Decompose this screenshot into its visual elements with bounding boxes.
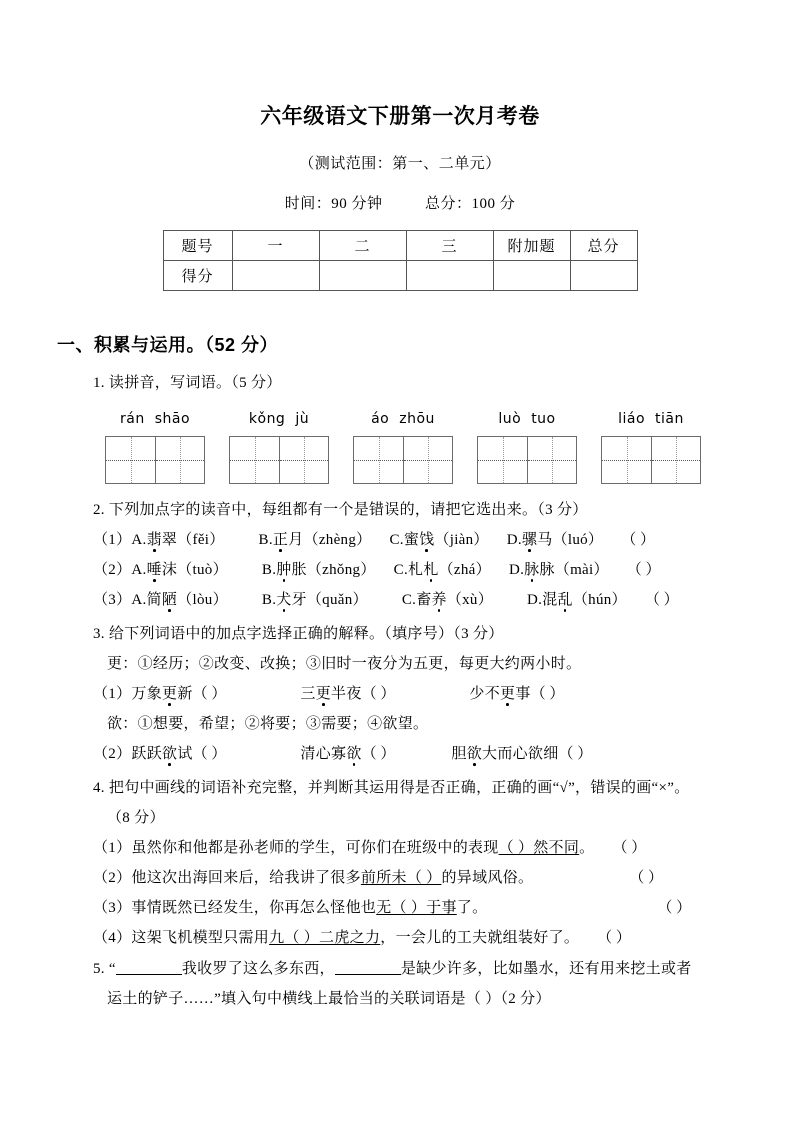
sentence-pre: 他这次出海回来后，给我讲了很多 bbox=[131, 870, 361, 886]
underlined-blank-phrase[interactable]: （ ）然不同 bbox=[498, 840, 580, 856]
emphasis-dot-char: 肿 bbox=[276, 562, 292, 578]
option-d[interactable] bbox=[507, 533, 603, 548]
option-c[interactable] bbox=[394, 563, 491, 578]
judgement-blank[interactable]: （ ） bbox=[612, 840, 647, 856]
emphasis-dot-char: 养 bbox=[431, 592, 447, 608]
idiom-item-2 bbox=[300, 687, 395, 702]
idiom-pre: 少不 bbox=[469, 686, 501, 702]
emphasis-dot-char: 骡 bbox=[521, 532, 538, 548]
tianzige-grid[interactable] bbox=[229, 436, 329, 484]
writing-grid-slot-4 bbox=[465, 436, 589, 484]
total-points-label: 总分：100 分 bbox=[425, 196, 516, 212]
answer-blank[interactable]: （ ） bbox=[192, 746, 227, 762]
option-d[interactable] bbox=[509, 563, 609, 578]
option-a[interactable] bbox=[131, 593, 227, 608]
question-3-gloss-2: 欲：①想要，希望；②将要；③需要；④欲望。 bbox=[107, 716, 429, 732]
underlined-blank-phrase[interactable]: 九（ ）二虎之力 bbox=[269, 930, 381, 946]
option-b[interactable] bbox=[262, 593, 368, 608]
option-word-post: 沫 bbox=[161, 562, 178, 578]
tianzige-grid[interactable] bbox=[477, 436, 577, 484]
option-pinyin: （quǎn） bbox=[306, 592, 368, 608]
sub-label: （2） bbox=[93, 870, 132, 886]
tianzige-cell[interactable] bbox=[403, 437, 452, 483]
pinyin-syllable: luò bbox=[498, 411, 522, 427]
pinyin-group-2 bbox=[217, 411, 341, 427]
tianzige-cell[interactable] bbox=[602, 437, 651, 483]
option-pinyin: （zhá） bbox=[438, 562, 491, 578]
option-word-pre: 札 bbox=[408, 562, 424, 578]
question-4-row-2 bbox=[55, 856, 745, 886]
sentence-post: 的异域风俗。 bbox=[441, 870, 534, 886]
answer-blank[interactable]: （ ） bbox=[621, 532, 655, 548]
question-1-stem: 1. 读拼音，写词语。（5 分） bbox=[93, 375, 282, 391]
option-b[interactable] bbox=[262, 563, 376, 578]
idiom-pre: 跃跃 bbox=[131, 746, 163, 762]
option-a[interactable] bbox=[131, 533, 224, 548]
emphasis-dot-char: 脉 bbox=[524, 562, 540, 578]
option-letter: D. bbox=[527, 592, 543, 608]
option-word-post: 脉 bbox=[539, 562, 555, 578]
sentence-pre: 这架飞机模型只需用 bbox=[131, 930, 270, 946]
option-letter: D. bbox=[508, 562, 525, 578]
exam-meta bbox=[55, 173, 745, 213]
option-pinyin: （luó） bbox=[552, 532, 604, 548]
idiom-pre: 万象 bbox=[131, 686, 163, 702]
emphasis-dot-char: 欲 bbox=[346, 746, 362, 762]
option-word-pre: 畜 bbox=[416, 592, 432, 608]
question-3-row-1 bbox=[55, 672, 745, 702]
tianzige-cell[interactable] bbox=[651, 437, 700, 483]
emphasis-dot-char: 犬 bbox=[276, 592, 292, 608]
idiom-pre: 胆 bbox=[451, 746, 467, 762]
question-5-text-a: 我收罗了这么多东西， bbox=[181, 961, 335, 977]
answer-blank[interactable]: （ ） bbox=[361, 746, 396, 762]
question-1-pinyin-row bbox=[55, 391, 745, 427]
page-title: 六年级语文下册第一次月考卷 bbox=[260, 105, 540, 128]
pinyin-group-5 bbox=[589, 411, 713, 427]
writing-grid-slot-5 bbox=[589, 436, 713, 484]
sub-label: （2） bbox=[93, 562, 132, 578]
pinyin-syllable: zhōu bbox=[399, 411, 435, 427]
question-2-stem: 2. 下列加点字的读音中，每组都有一个是错误的，请把它选出来。（3 分） bbox=[93, 502, 588, 518]
question-2-row-3 bbox=[55, 578, 745, 608]
emphasis-dot-char: 欲 bbox=[466, 746, 483, 762]
question-4-stem-points: （8 分） bbox=[107, 810, 165, 826]
option-pinyin: （jiàn） bbox=[434, 532, 489, 548]
emphasis-dot-char: 饯 bbox=[419, 532, 435, 548]
question-4-row-1 bbox=[55, 826, 745, 856]
sentence-post: ，一会儿的工夫就组装好了。 bbox=[380, 930, 580, 946]
fill-blank-rule[interactable] bbox=[116, 974, 182, 975]
option-pinyin: （fěi） bbox=[177, 532, 225, 548]
emphasis-dot-char: 翡 bbox=[146, 532, 162, 548]
pinyin-syllable: áo bbox=[371, 411, 390, 427]
tianzige-grid[interactable] bbox=[353, 436, 453, 484]
score-col-header-total: 总分 bbox=[570, 231, 637, 261]
option-letter: C. bbox=[401, 592, 417, 608]
tianzige-cell[interactable] bbox=[106, 437, 155, 483]
score-cell-total[interactable] bbox=[570, 261, 637, 291]
tianzige-cell[interactable] bbox=[354, 437, 403, 483]
judgement-blank[interactable]: （ ） bbox=[657, 900, 692, 916]
score-col-header-1: 一 bbox=[232, 231, 319, 261]
sentence-pre: 虽然你和他都是孙老师的学生，可你们在班级中的表现 bbox=[131, 840, 499, 856]
option-word-pre: 简 bbox=[146, 592, 162, 608]
option-word-pre: 蜜 bbox=[403, 532, 420, 548]
sub-label: （2） bbox=[93, 746, 132, 762]
idiom-pre: 清心寡 bbox=[300, 746, 347, 762]
table-row-scores bbox=[163, 261, 637, 291]
question-1-writing-grid-row bbox=[55, 427, 745, 484]
option-word-post: 牙 bbox=[291, 592, 307, 608]
option-letter: C. bbox=[393, 562, 408, 578]
answer-blank[interactable]: （ ） bbox=[530, 686, 565, 702]
row-label-question-number: 题号 bbox=[163, 231, 232, 261]
option-letter: B. bbox=[258, 532, 273, 548]
pinyin-syllable: rán bbox=[119, 411, 145, 427]
sub-label: （4） bbox=[93, 930, 132, 946]
tianzige-cell[interactable] bbox=[279, 437, 328, 483]
sub-label: （3） bbox=[93, 592, 132, 608]
emphasis-dot-char: 正 bbox=[272, 532, 289, 548]
idiom-pre: 三 bbox=[300, 686, 316, 702]
score-cell-extra[interactable] bbox=[493, 261, 570, 291]
emphasis-dot-char: 更 bbox=[500, 686, 516, 702]
sub-label: （1） bbox=[93, 532, 132, 548]
score-col-header-extra: 附加题 bbox=[493, 231, 570, 261]
question-4-stem: 4. 把句中画线的词语补充完整，并判断其运用得是否正确，正确的画“√”，错误的画“×”。 bbox=[93, 780, 690, 796]
idiom-item-1 bbox=[131, 687, 226, 702]
emphasis-dot-char: 欲 bbox=[162, 746, 178, 762]
score-cell-3[interactable] bbox=[406, 261, 493, 291]
emphasis-dot-char: 乱 bbox=[557, 592, 573, 608]
score-cell-1[interactable] bbox=[232, 261, 319, 291]
option-pinyin: （hún） bbox=[572, 592, 627, 608]
tianzige-cell[interactable] bbox=[527, 437, 576, 483]
score-table-container bbox=[55, 213, 745, 291]
option-pinyin: （zhǒng） bbox=[306, 562, 376, 578]
pinyin-group-3 bbox=[341, 411, 465, 427]
underlined-blank-phrase[interactable]: 前所未（ ） bbox=[360, 870, 442, 886]
test-scope-subtitle: （测试范围：第一、二单元） bbox=[299, 156, 501, 172]
emphasis-dot-char: 更 bbox=[315, 686, 332, 702]
writing-grid-slot-1 bbox=[93, 436, 217, 484]
sentence-pre: 事情既然已经发生，你再怎么怪他也 bbox=[131, 900, 377, 916]
score-cell-2[interactable] bbox=[319, 261, 406, 291]
question-5-quote-open: 5. “ bbox=[93, 961, 116, 977]
option-letter: A. bbox=[131, 532, 147, 548]
writing-grid-slot-2 bbox=[217, 436, 341, 484]
tianzige-cell[interactable] bbox=[478, 437, 527, 483]
option-letter: A. bbox=[131, 562, 147, 578]
idiom-post: 事 bbox=[515, 686, 531, 702]
question-4-row-4 bbox=[55, 916, 745, 946]
option-c[interactable] bbox=[402, 593, 493, 608]
answer-blank[interactable]: （ ） bbox=[361, 686, 396, 702]
emphasis-dot-char: 更 bbox=[162, 686, 178, 702]
answer-blank[interactable]: （ ） bbox=[644, 592, 679, 608]
tianzige-grid[interactable] bbox=[601, 436, 701, 484]
option-c[interactable] bbox=[389, 533, 488, 548]
sentence-post: 。 bbox=[579, 840, 595, 856]
judgement-blank[interactable]: （ ） bbox=[597, 930, 631, 946]
option-word-pre: 混 bbox=[542, 592, 558, 608]
option-letter: B. bbox=[261, 592, 277, 608]
idiom-item-1 bbox=[131, 747, 226, 762]
question-5-line-2: 运土的铲子……”填入句中横线上最恰当的关联词语是（ ）（2 分） bbox=[107, 991, 551, 1007]
pinyin-syllable: shāo bbox=[154, 411, 191, 427]
option-b[interactable] bbox=[259, 533, 372, 548]
tianzige-cell[interactable] bbox=[155, 437, 204, 483]
question-3-stem: 3. 给下列词语中的加点字选择正确的解释。（填序号）（3 分） bbox=[93, 626, 504, 642]
answer-blank[interactable]: （ ） bbox=[192, 686, 227, 702]
fill-blank-rule[interactable] bbox=[335, 974, 401, 975]
pinyin-group-4 bbox=[465, 411, 589, 427]
option-pinyin: （tuò） bbox=[177, 562, 228, 578]
writing-grid-slot-3 bbox=[341, 436, 465, 484]
row-label-score: 得分 bbox=[163, 261, 232, 291]
score-table bbox=[163, 230, 638, 291]
idiom-item-3 bbox=[469, 687, 564, 702]
idiom-post: 半夜 bbox=[331, 686, 362, 702]
option-pinyin: （xù） bbox=[446, 592, 494, 608]
pinyin-syllable: tiān bbox=[655, 411, 684, 427]
sub-label: （1） bbox=[93, 840, 132, 856]
option-word-post: 马 bbox=[537, 532, 553, 548]
option-letter: A. bbox=[131, 592, 147, 608]
sentence-post: 了。 bbox=[456, 900, 488, 916]
emphasis-dot-char: 陋 bbox=[161, 592, 178, 608]
option-letter: D. bbox=[506, 532, 522, 548]
question-3-row-2 bbox=[55, 732, 745, 762]
option-a[interactable] bbox=[131, 563, 227, 578]
time-limit-label: 时间：90 分钟 bbox=[284, 196, 383, 212]
question-4-row-3 bbox=[55, 886, 745, 916]
tianzige-cell[interactable] bbox=[230, 437, 279, 483]
option-letter: B. bbox=[261, 562, 277, 578]
answer-blank[interactable]: （ ） bbox=[558, 746, 593, 762]
tianzige-grid[interactable] bbox=[105, 436, 205, 484]
score-col-header-3: 三 bbox=[406, 231, 493, 261]
option-pinyin: （mài） bbox=[554, 562, 609, 578]
pinyin-syllable: kǒng bbox=[248, 411, 286, 427]
question-5-text-b: 是缺少许多，比如墨水，还有用来挖土或者 bbox=[400, 961, 692, 977]
idiom-post: 试 bbox=[177, 746, 193, 762]
section-heading-1: 一、积累与运用。（52 分） bbox=[57, 335, 279, 355]
question-3-gloss-1: 更：①经历；②改变、改换；③旧时一夜分为五更，每更大约两小时。 bbox=[107, 656, 582, 672]
pinyin-group-1 bbox=[93, 411, 217, 427]
option-word-post: 翠 bbox=[161, 532, 178, 548]
table-row-question-numbers bbox=[163, 231, 637, 261]
option-pinyin: （lòu） bbox=[177, 592, 228, 608]
score-col-header-2: 二 bbox=[319, 231, 406, 261]
emphasis-dot-char: 唾 bbox=[146, 562, 162, 578]
idiom-post: 新 bbox=[177, 686, 193, 702]
underlined-blank-phrase[interactable]: 无（ ）于事 bbox=[376, 900, 457, 916]
pinyin-syllable: tuo bbox=[531, 411, 556, 427]
option-word-post: 胀 bbox=[291, 562, 307, 578]
emphasis-dot-char: 札 bbox=[423, 562, 439, 578]
pinyin-syllable: liáo bbox=[618, 411, 646, 427]
idiom-post: 大而心欲细 bbox=[482, 746, 559, 762]
answer-blank[interactable]: （ ） bbox=[626, 562, 661, 578]
option-d[interactable] bbox=[527, 593, 627, 608]
question-2-row-1 bbox=[55, 518, 745, 548]
option-pinyin: （zhèng） bbox=[303, 532, 372, 548]
sub-label: （3） bbox=[93, 900, 132, 916]
idiom-item-3 bbox=[451, 747, 592, 762]
question-2-row-2 bbox=[55, 548, 745, 578]
option-letter: C. bbox=[389, 532, 404, 548]
option-word-post: 月 bbox=[288, 532, 304, 548]
judgement-blank[interactable]: （ ） bbox=[629, 870, 664, 886]
idiom-item-2 bbox=[300, 747, 395, 762]
sub-label: （1） bbox=[93, 686, 132, 702]
pinyin-syllable: jù bbox=[295, 411, 310, 427]
question-5-line-1 bbox=[55, 946, 745, 977]
